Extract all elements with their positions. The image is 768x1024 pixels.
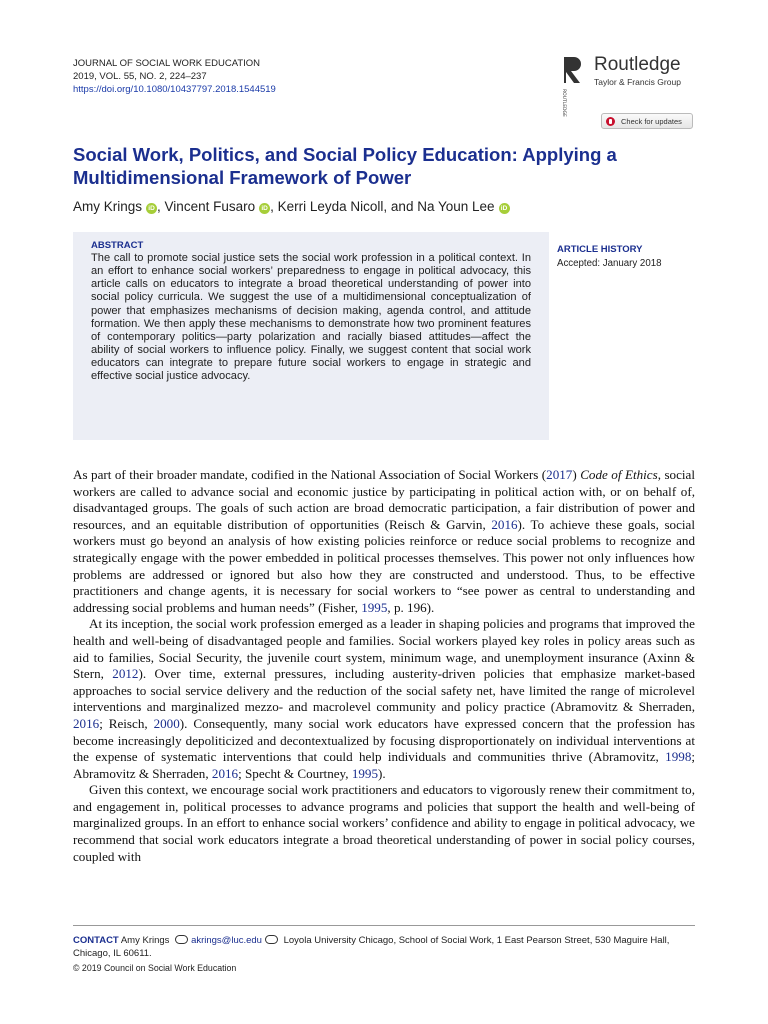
journal-volume: 2019, VOL. 55, NO. 2, 224–237: [73, 71, 207, 82]
citation-link[interactable]: 2016: [73, 715, 100, 731]
author-name[interactable]: Na Youn Lee: [417, 199, 495, 214]
journal-name: JOURNAL OF SOCIAL WORK EDUCATION: [73, 58, 261, 69]
contact-info: [73, 934, 683, 960]
contact-label: CONTACT: [73, 935, 119, 946]
article-body: [73, 467, 695, 865]
journal-info: [73, 57, 276, 96]
body-paragraph: Given this context, we encourage social work practitioners and educators to vigorously renew their commitment to, and engagement in, political processes to advance programs and policies that support the health and well-being of marginalized groups. In an effort to enhance social workers’ confidence and ability to engage in political advocacy, we recommend that social work educators integrate a broad theoretical understanding of power in social policy courses, coupled with: [73, 782, 695, 864]
abstract-box: [73, 232, 549, 440]
envelope-icon: [175, 935, 188, 944]
citation-link[interactable]: 1995: [361, 599, 388, 615]
citation-link[interactable]: 1998: [665, 749, 692, 765]
orcid-icon[interactable]: iD: [146, 203, 157, 214]
check-updates-label: Check for updates: [621, 116, 682, 126]
contact-name: Amy Krings: [118, 935, 173, 946]
orcid-icon[interactable]: iD: [259, 203, 270, 214]
logo-mark: ROUTLEDGE: [561, 89, 566, 117]
orcid-icon[interactable]: iD: [499, 203, 510, 214]
accepted-date: Accepted: January 2018: [557, 258, 662, 269]
publisher-name: Routledge: [594, 54, 681, 75]
contact-address: Loyola University Chicago, School of Social Work, 1 East Pearson Street, 530 Maguire Hall, Chicago, IL 60611.: [73, 935, 670, 959]
citation-link[interactable]: 2016: [491, 516, 518, 532]
body-paragraph: As part of their broader mandate, codified in the National Association of Social Workers (2017) Code of Ethics, social workers are called to advance social and economic justice by participating in political action with, or on behalf of, disadvantaged groups. The goals of such action are broad democratic participation, a fair distribution of power and resources, and an equitable distribution of opportunities (Reisch & Garvin, 2016). To achieve these goals, social workers must go beyond an analysis of how existing policies reinforce or reduce social problems to recognize and strategically engage with the power embedded in political processes themselves. This power not only influences how problems are addressed or ignored but also how they are constructed and understood. Thus, to be effective practitioners and change agents, it is necessary for social workers to “see power as central to understanding and addressing social problems and human needs” (Fisher, 1995, p. 196).: [73, 467, 696, 615]
publisher-subtitle: Taylor & Francis Group: [594, 77, 681, 87]
citation-link[interactable]: 2016: [211, 765, 239, 781]
footer-divider: [73, 925, 695, 926]
author-name[interactable]: Amy Krings: [73, 199, 143, 214]
author-list: Amy Krings iD , Vincent Fusaro iD , Kerri Leyda Nicoll, and Na Youn Lee iD: [73, 199, 510, 214]
publisher-logo: [560, 54, 681, 117]
copyright: © 2019 Council on Social Work Education: [73, 963, 237, 973]
email-link[interactable]: akrings@luc.edu: [191, 935, 262, 946]
body-paragraph: At its inception, the social work profession emerged as a leader in shaping policies and programs that improved the health and well-being of disadvantaged people and families. Social workers played key roles in policy areas such as aid to families, Social Security, the juvenile court system, minimum wage, and unemployment insurance (Axinn & Stern, 2012). Over time, external pressures, including austerity-driven policies that emphasize market-based approaches to social service delivery and the reduction of the social safety net, have limited the range of microlevel interventions and marginalized mezzo- and macrolevel community and policy practice (Abramovitz & Sherraden, 2016; Reisch, 2000). Consequently, many social work educators have expressed concern that the profession has become increasingly depoliticized and decontextualized by focusing disproportionately on individual interventions at the expense of systematic interventions that could help individuals and communities thrive (Abramovitz, 1998; Abramovitz & Sherraden, 2016; Specht & Courtney, 1995).: [73, 616, 695, 781]
citation-link[interactable]: 2017: [546, 467, 573, 482]
citation-link[interactable]: 1995: [351, 765, 378, 781]
author-name[interactable]: Vincent Fusaro: [164, 199, 256, 214]
article-title: Social Work, Politics, and Social Policy Education: Applying a Multidimensional Framework of Power: [73, 144, 617, 188]
routledge-logo-icon: [560, 55, 590, 117]
update-icon: [606, 117, 615, 126]
author-name[interactable]: Kerri Leyda Nicoll: [277, 199, 384, 214]
check-updates-button[interactable]: [601, 113, 693, 129]
article-history-label: ARTICLE HISTORY: [557, 244, 643, 255]
citation-link[interactable]: 2000: [153, 715, 180, 731]
mailbox-icon: [265, 935, 278, 944]
doi-link[interactable]: https://doi.org/10.1080/10437797.2018.1544519: [73, 84, 276, 95]
abstract-text: The call to promote social justice sets the social work profession in a political context. In an effort to enhance social workers’ preparedness to engage in political advocacy, this article calls on educators to integrate a broad theoretical understanding of power into social policy curricula. We suggest the use of a multidimensional conceptualization of power that emphasizes mechanisms of decision making, agenda control, and attitude formation. We then apply these mechanisms to demonstrate how two prominent features of contemporary politics—party polarization and racially biased attitudes—affect the ability of social workers to influence policy. Finally, we suggest content that social work educators can integrate to prepare future social workers to engage in strategic and effective social justice advocacy.: [91, 252, 531, 383]
abstract-label: ABSTRACT: [91, 240, 144, 251]
citation-link[interactable]: 2012: [112, 666, 139, 682]
